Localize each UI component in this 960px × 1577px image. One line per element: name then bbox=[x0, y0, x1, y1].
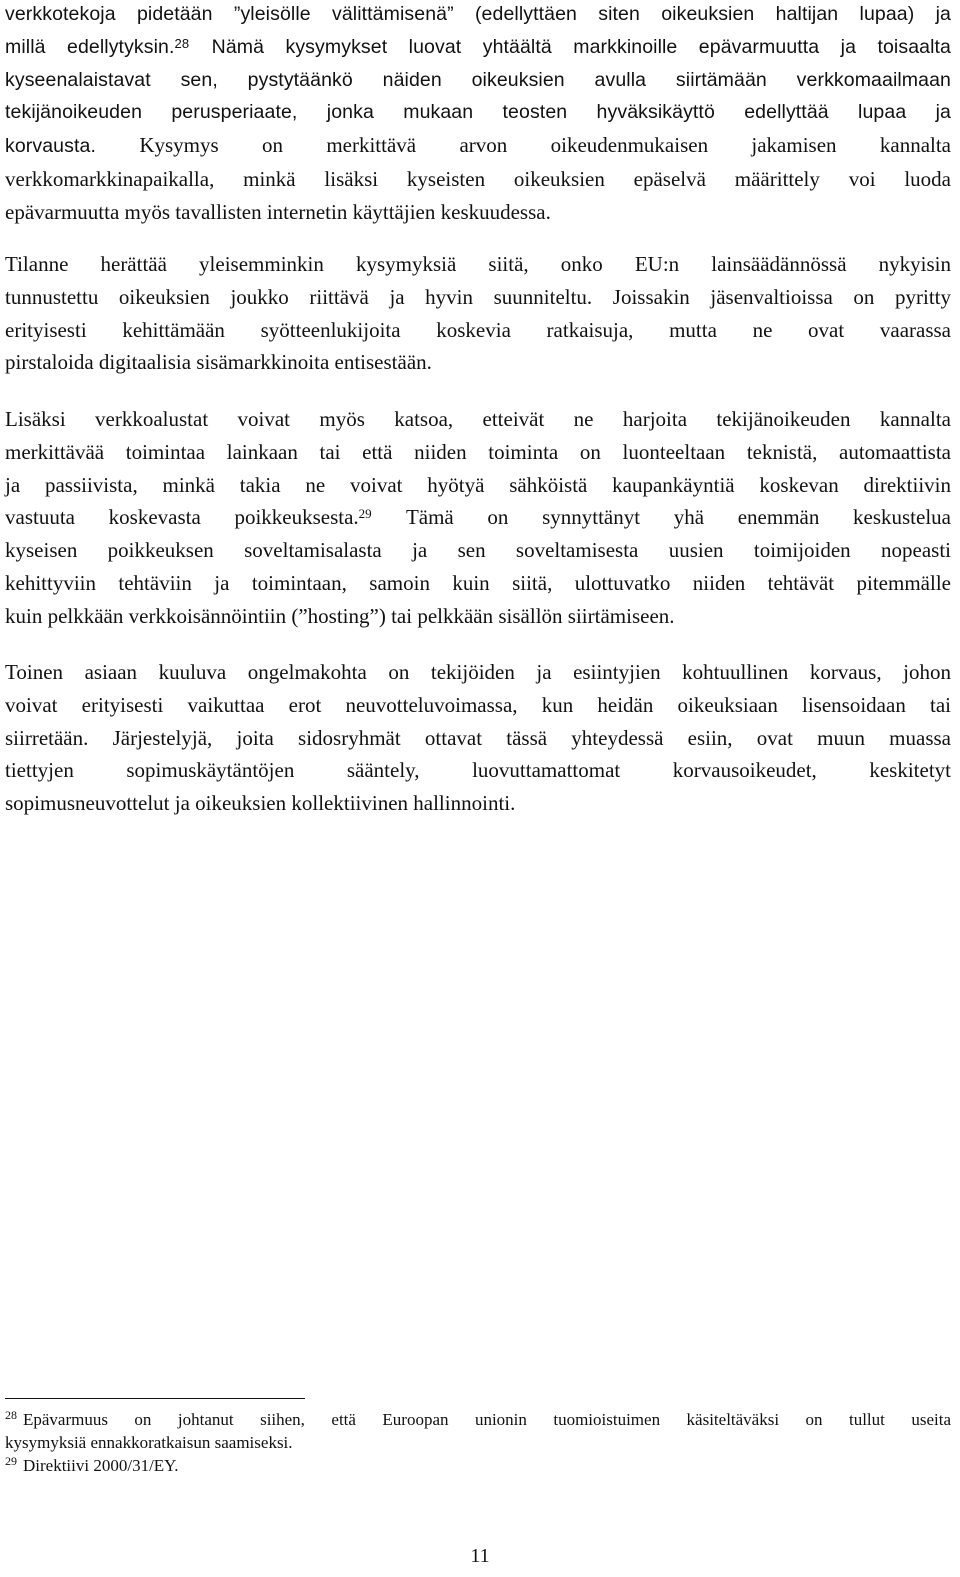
text-line: Tilanne herättää yleisemminkin kysymyksiä siitä, onko EU:n lainsäädännössä nykyisin bbox=[5, 252, 951, 276]
footnote-28-continued: kysymyksiä ennakkoratkaisun saamiseksi. bbox=[5, 1433, 293, 1452]
footnote-text: Epävarmuus on johtanut siihen, että Euroopan unionin tuomioistuimen käsiteltäväksi on tullut useita bbox=[23, 1410, 951, 1429]
text-line: erityisesti kehittämään syötteenlukijoita koskevia ratkaisuja, mutta ne ovat vaarassa bbox=[5, 317, 951, 342]
text-fragment: Joissakin jäsenvaltioissa on pyritty bbox=[612, 284, 952, 309]
paragraph-1 bbox=[5, 0, 951, 229]
text-fragment: Nämä kysymykset luovat yhtäältä markkinoille epävarmuutta ja toisaalta bbox=[211, 35, 951, 58]
text-line: kyseenalaistavat sen, pystytäänkö näiden oikeuksien avulla siirtämään verkkomaailmaan bbox=[5, 68, 951, 91]
text-fragment: millä edellytyksin. bbox=[5, 35, 175, 58]
text-line: kyseisen poikkeuksen soveltamisalasta ja sen soveltamisesta uusien toimijoiden nopeasti bbox=[5, 538, 951, 563]
text-fragment: tunnustettu oikeuksien joukko riittävä ja hyvin suunniteltu. bbox=[5, 284, 593, 309]
text-line: pirstaloida digitaalisia sisämarkkinoita entisestään. bbox=[5, 350, 432, 375]
text-fragment: vastuuta koskevasta poikkeuksesta. bbox=[5, 505, 359, 530]
text-line: merkittävää toimintaa lainkaan tai että niiden toiminta on luonteeltaan teknistä, automaattista bbox=[5, 439, 951, 464]
paragraph-2 bbox=[5, 248, 951, 379]
footnote-number: 28 bbox=[5, 1408, 17, 1422]
footnote-reference[interactable]: 28 bbox=[174, 35, 190, 51]
text-line: kuin pelkkään verkkoisännöintiin (”hosting”) tai pelkkään sisällön siirtämiseen. bbox=[5, 603, 675, 628]
page-number: 11 bbox=[470, 1545, 490, 1567]
text-line: ja passiivista, minkä takia ne voivat hyötyä sähköistä kaupankäyntiä koskevan direktiivin bbox=[5, 472, 951, 497]
text-line: tekijänoikeuden perusperiaate, jonka mukaan teosten hyväksikäyttö edellyttää lupaa ja bbox=[5, 101, 951, 124]
text-line: voivat erityisesti vaikuttaa erot neuvotteluvoimassa, kun heidän oikeuksiaan lisensoidaan tai bbox=[5, 692, 951, 717]
text-line: tiettyjen sopimuskäytäntöjen sääntely, luovuttamattomat korvausoikeudet, keskitetyt bbox=[5, 758, 951, 783]
paragraph-4 bbox=[5, 656, 951, 820]
text-line: kehittyviin tehtäviin ja toimintaan, samoin kuin siitä, ulottuvatko niiden tehtävät pitemmälle bbox=[5, 570, 951, 595]
footnote-divider bbox=[5, 1398, 305, 1399]
text-line bbox=[5, 31, 951, 64]
paragraph-3 bbox=[5, 403, 951, 633]
text-line: verkkotekoja pidetään ”yleisölle välittämisenä” (edellyttäen siten oikeuksien haltijan lupaa) ja bbox=[5, 3, 951, 25]
text-fragment: korvausta. bbox=[5, 135, 96, 158]
text-line: siirretään. Järjestelyjä, joita sidosryhmät ottavat tässä yhteydessä esiin, ovat muun muassa bbox=[5, 725, 951, 750]
text-line: verkkomarkkinapaikalla, minkä lisäksi kyseisten oikeuksien epäselvä määrittely voi luoda bbox=[5, 166, 951, 191]
text-fragment: Tämä on synnyttänyt yhä enemmän keskustelua bbox=[405, 505, 951, 530]
text-line bbox=[5, 501, 951, 534]
text-line: Lisäksi verkkoalustat voivat myös katsoa, etteivät ne harjoita tekijänoikeuden kannalta bbox=[5, 407, 951, 431]
footnote-number: 29 bbox=[5, 1454, 17, 1468]
text-line: sopimusneuvottelut ja oikeuksien kollektiivinen hallinnointi. bbox=[5, 791, 516, 816]
text-line bbox=[5, 281, 951, 314]
footnotes bbox=[5, 1408, 951, 1477]
text-line: epävarmuutta myös tavallisten internetin käyttäjien keskuudessa. bbox=[5, 199, 551, 224]
footnote-text: Direktiivi 2000/31/EY. bbox=[23, 1456, 179, 1475]
footnote-28 bbox=[5, 1408, 951, 1431]
footnote-reference[interactable]: 29 bbox=[358, 506, 372, 522]
text-line bbox=[5, 129, 951, 163]
text-line: Toinen asiaan kuuluva ongelmakohta on tekijöiden ja esiintyjien kohtuullinen korvaus, johon bbox=[5, 660, 951, 684]
footnote-29 bbox=[5, 1454, 951, 1477]
text-fragment: Kysymys on merkittävä arvon oikeudenmukaisen jakamisen kannalta bbox=[139, 133, 952, 158]
